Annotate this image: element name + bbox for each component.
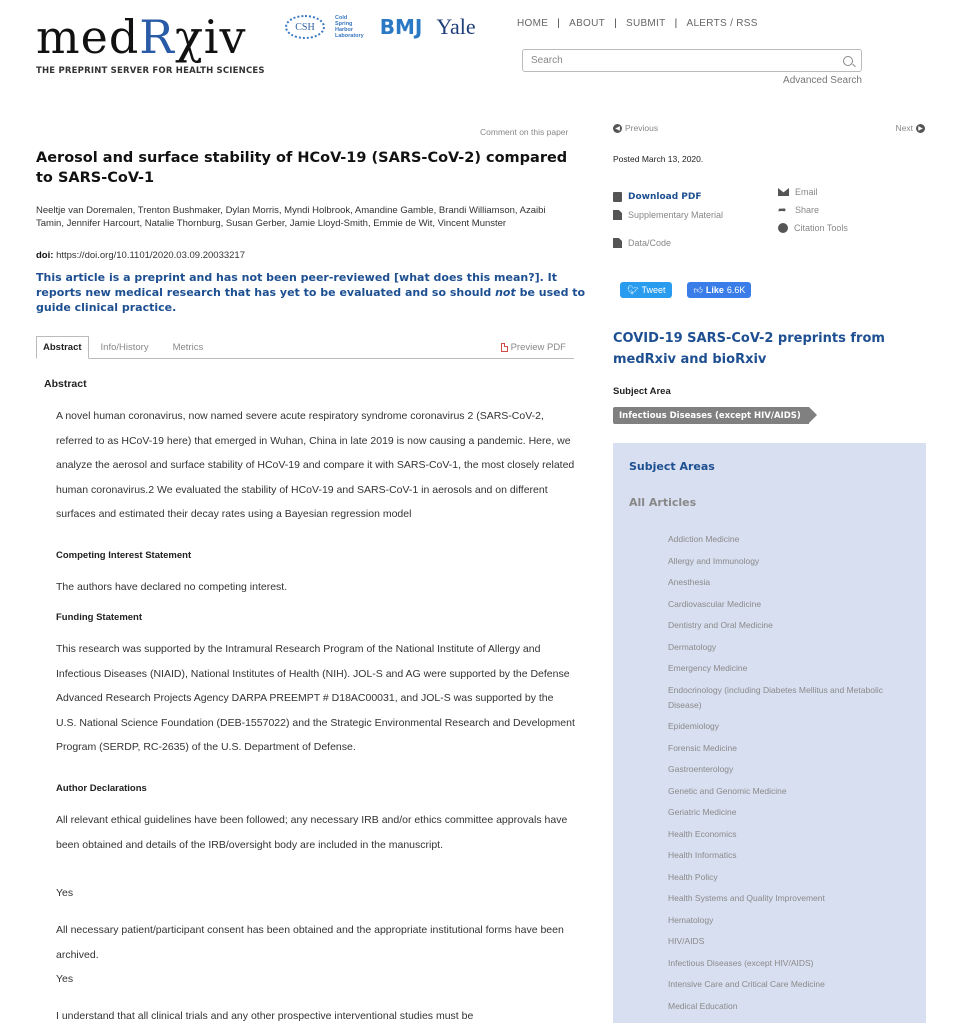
funding-heading: Funding Statement [56, 612, 143, 623]
subject-item[interactable]: Health Systems and Quality Improvement [668, 893, 825, 903]
abstract-text: A novel human coronavirus, now named severe acute respiratory syndrome coronavirus 2 (SARS-CoV-2, referred to as HCoV-19 here) that emerged in Wuhan, China in late 2019 is now causing a pandemic. Here, we analyze the aerosol and surface stability of HCoV-19 and compare it with SARS-CoV-1, the most closely related human coronavirus.2 We evaluated the stability of HCoV-19 and SARS-CoV-1 in aerosols and on different surfaces and estimated their decay rates using a Bayesian regression model [56, 410, 575, 520]
subject-item[interactable]: Health Policy [668, 871, 718, 882]
next-link[interactable]: Next ▶ [896, 123, 925, 133]
like-count: 6.6K [726, 285, 746, 295]
globe-icon [778, 223, 788, 233]
competing-interest-heading: Competing Interest Statement [56, 550, 192, 561]
advanced-search-link[interactable]: Advanced Search [783, 75, 862, 86]
thumbs-up-icon: 👍︎ [693, 284, 703, 295]
declaration-ethics-answer: Yes [56, 887, 74, 899]
declaration-consent: All necessary patient/participant consent has been obtained and the appropriate institutional forms have been archived. [56, 924, 564, 961]
article-tabs [36, 336, 574, 359]
subject-item[interactable]: Anesthesia [668, 577, 711, 587]
facebook-like-button[interactable]: 👍︎ Like 6.6K [687, 282, 751, 298]
logo-wordmark: medRχiv [36, 10, 247, 64]
share-arrow-icon: ➦ [778, 204, 787, 216]
twitter-bird-icon: 🐦︎ [627, 284, 639, 295]
subject-item[interactable]: Addiction Medicine [668, 534, 740, 544]
subject-list [668, 532, 918, 1020]
subject-areas-title: Subject Areas [629, 460, 715, 473]
partner-logos [285, 14, 476, 40]
tab-info-history[interactable]: Info/History [100, 341, 149, 353]
email-link[interactable]: Email [778, 187, 848, 197]
search-input[interactable] [531, 55, 843, 66]
subject-item[interactable]: Health Economics [668, 828, 737, 839]
nav-submit[interactable]: SUBMIT [625, 18, 666, 29]
bmj-logo[interactable]: BMJ [379, 15, 423, 39]
nav-separator: | [674, 18, 678, 29]
preview-pdf-button[interactable]: Preview PDF [501, 336, 574, 358]
document-icon [613, 238, 622, 248]
comment-on-paper-link[interactable]: Comment on this paper [480, 127, 569, 137]
social-buttons [620, 282, 751, 298]
csh-logo-icon[interactable]: CSH [285, 15, 325, 39]
author-list: Neeltje van Doremalen, Trenton Bushmaker, Dylan Morris, Myndi Holbrook, Amandine Gamble, Brandi Williamson, Azaibi Tamin, Jennifer Harcourt, Natalie Thornburg, Susan Gerber, Jamie Lloyd-Smith, Emmie de Wit, Vincent Munster [36, 205, 546, 229]
yale-logo[interactable]: Yale [436, 14, 476, 39]
arrow-left-circle-icon: ◀ [613, 124, 622, 133]
subject-item[interactable]: Cardiovascular Medicine [668, 598, 762, 609]
subject-item[interactable]: Infectious Diseases (except HIV/AIDS) [668, 957, 814, 968]
subject-item[interactable]: Dermatology [668, 641, 717, 652]
search-box [522, 49, 862, 72]
subject-item[interactable]: HIV/AIDS [668, 936, 705, 946]
previous-link[interactable]: ◀ Previous [613, 123, 658, 133]
nav-about[interactable]: ABOUT [569, 18, 606, 29]
subject-item[interactable]: Intensive Care and Critical Care Medicine [668, 979, 825, 989]
search-icon[interactable] [843, 56, 853, 66]
subject-item[interactable]: Epidemiology [668, 721, 720, 731]
citation-tools-link[interactable]: Citation Tools [778, 223, 848, 233]
doi-link[interactable]: https://doi.org/10.1101/2020.03.09.20033217 [56, 250, 245, 261]
prev-next-nav [613, 123, 925, 133]
nav-separator: | [557, 18, 561, 29]
pdf-file-icon [501, 343, 508, 352]
arrow-right-circle-icon: ▶ [916, 124, 925, 133]
article-actions-left [613, 192, 723, 248]
top-nav [517, 18, 758, 29]
download-icon [613, 192, 622, 202]
nav-home[interactable]: HOME [517, 18, 549, 29]
subject-item[interactable]: Emergency Medicine [668, 663, 748, 673]
subject-item[interactable]: Gastroenterology [668, 764, 734, 774]
csh-logo-text: Cold Spring Harbor Laboratory [335, 15, 364, 39]
subject-item[interactable]: Geriatric Medicine [668, 807, 737, 817]
tab-abstract[interactable]: Abstract [36, 336, 89, 359]
subject-item[interactable]: Forensic Medicine [668, 742, 737, 753]
subject-area-heading: Subject Area [613, 386, 671, 397]
nav-separator: | [614, 18, 617, 29]
subject-item[interactable]: Allergy and Immunology [668, 555, 760, 566]
author-declarations-heading: Author Declarations [56, 783, 147, 794]
article-title: Aerosol and surface stability of HCoV-19 (SARS-CoV-2) compared to SARS-CoV-1 [36, 150, 568, 186]
subject-area-tag[interactable]: Infectious Diseases (except HIV/AIDS) [613, 407, 809, 424]
document-icon [613, 210, 622, 220]
tab-metrics[interactable]: Metrics [172, 341, 204, 353]
subject-item[interactable]: Dentistry and Oral Medicine [668, 620, 773, 630]
declaration-trials: I understand that all clinical trials and any other prospective interventional studies must be [56, 1010, 474, 1022]
subject-item[interactable]: Genetic and Genomic Medicine [668, 785, 787, 796]
all-articles-link[interactable]: All Articles [629, 496, 697, 509]
doi-label: doi: [36, 250, 54, 261]
subject-item[interactable]: Hematology [668, 914, 714, 925]
supplementary-material-link[interactable]: Supplementary Material [613, 210, 723, 220]
share-link[interactable]: ➦ Share [778, 204, 820, 216]
posted-date: Posted March 13, 2020. [613, 154, 704, 164]
subject-item[interactable]: Endocrinology (including Diabetes Mellitus and Metabolic Disease) [668, 684, 883, 710]
subject-item[interactable]: Health Informatics [668, 850, 737, 860]
subject-areas-panel [613, 443, 926, 1023]
nav-alerts-rss[interactable]: ALERTS / RSS [686, 18, 758, 29]
declaration-consent-answer: Yes [56, 973, 74, 985]
competing-interest-text: The authors have declared no competing interest. [56, 581, 288, 593]
tweet-button[interactable]: 🐦︎ Tweet [620, 282, 672, 298]
funding-text: This research was supported by the Intramural Research Program of the National Institute of Allergy and Infectious Diseases (NIAID), National Institutes of Health (NIH). JOL-S and AG were supported by the Defense Advanced Research Projects Agency DARPA PREEMPT # D18AC00031, and JOL-S was supported by the U.S. National Science Foundation (DEB-1557022) and the Strategic Environmental Research and Development Program (SERDP, RC-2635) of the U.S. Department of Defense. [56, 643, 575, 753]
covid-preprints-link[interactable]: COVID-19 SARS-CoV-2 preprints from medRxiv and bioRxiv [613, 331, 885, 367]
logo-tagline: THE PREPRINT SERVER FOR HEALTH SCIENCES [36, 66, 265, 76]
envelope-icon [778, 188, 789, 196]
abstract-heading: Abstract [44, 378, 87, 390]
medrxiv-logo[interactable] [36, 10, 265, 76]
data-code-link[interactable]: Data/Code [613, 238, 723, 248]
download-pdf-button[interactable]: Download PDF [613, 192, 723, 202]
preprint-notice: This article is a preprint and has not been peer-reviewed [what does this mean?]. It reports new medical research that has yet to be evaluated and so should not be used to guide clinical practice. [36, 271, 586, 314]
article-actions-right [778, 187, 848, 233]
subject-item[interactable]: Medical Education [668, 1000, 738, 1011]
doi [36, 250, 245, 261]
declaration-ethics: All relevant ethical guidelines have been followed; any necessary IRB and/or ethics committee approvals have been obtained and details of the IRB/oversight body are included in the manuscript. [56, 814, 568, 851]
